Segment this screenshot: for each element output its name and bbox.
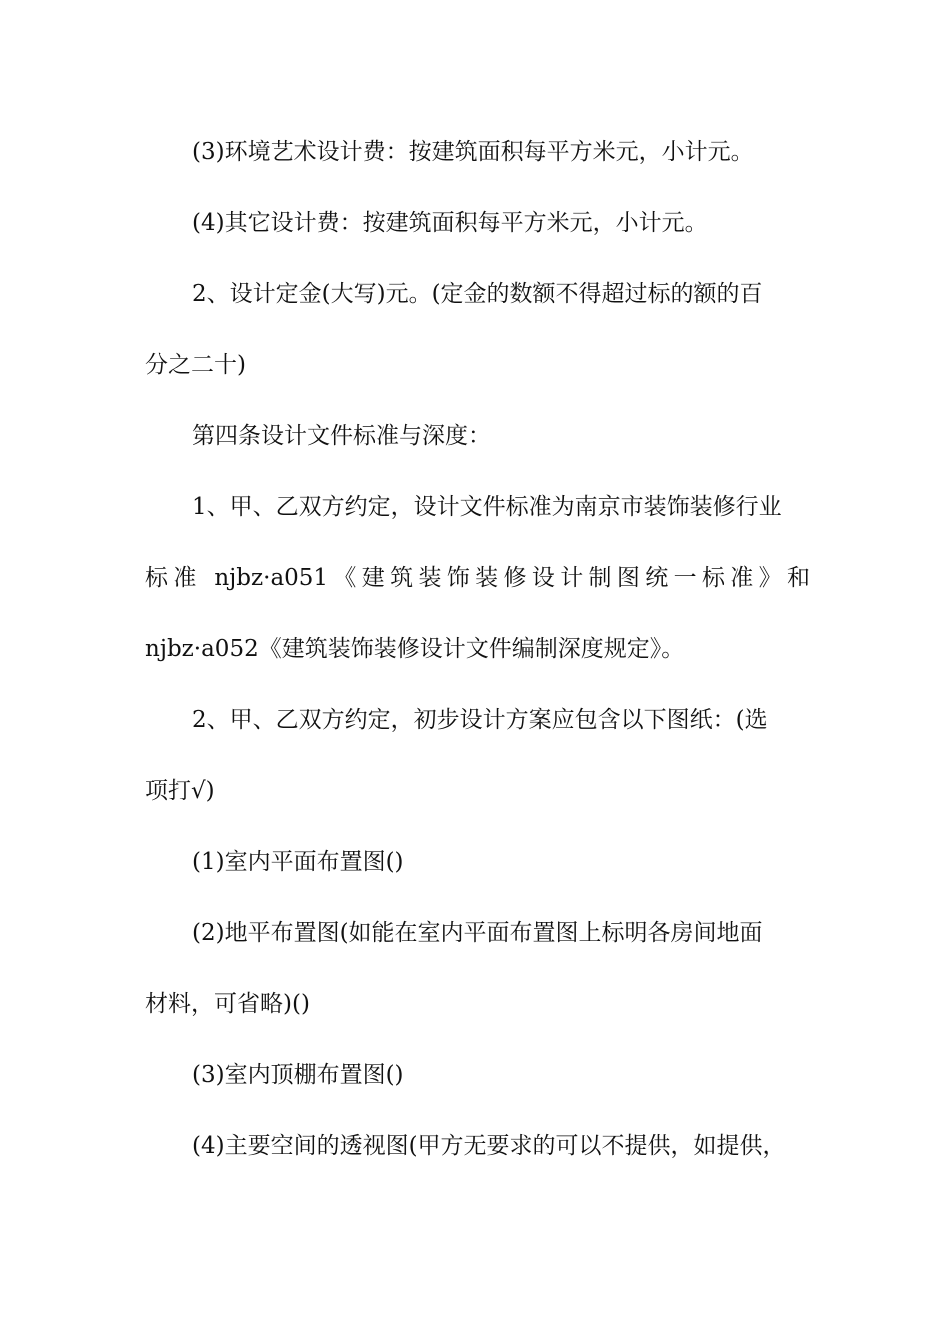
list-item-1: (1)室内平面布置图() xyxy=(192,849,404,875)
section-heading-article-4: 第四条设计文件标准与深度： xyxy=(192,423,491,449)
text-line-8: njbz·a052《建筑装饰装修设计文件编制深度规定》。 xyxy=(145,636,685,662)
text-line-1: (3)环境艺术设计费：按建筑面积每平方米元，小计元。 xyxy=(192,139,754,165)
text-line-10: 项打√) xyxy=(145,778,215,804)
text-line-6: 1、甲、乙双方约定，设计文件标准为南京市装饰装修行业 xyxy=(192,494,782,520)
list-item-2: (2)地平布置图(如能在室内平面布置图上标明各房间地面 xyxy=(192,920,763,946)
list-item-4: (4)主要空间的透视图(甲方无要求的可以不提供，如提供， xyxy=(192,1133,786,1159)
list-item-3: (3)室内顶棚布置图() xyxy=(192,1062,404,1088)
list-item-2-continued: 材料，可省略)() xyxy=(145,991,310,1017)
text-line-7: 标准 njbz·a051《建筑装饰装修设计制图统一标准》和 xyxy=(145,565,810,591)
text-line-9: 2、甲、乙双方约定，初步设计方案应包含以下图纸：(选 xyxy=(192,707,768,733)
document-body xyxy=(145,130,810,1195)
text-line-3: 2、设计定金(大写)元。(定金的数额不得超过标的额的百 xyxy=(192,281,763,307)
text-line-2: (4)其它设计费：按建筑面积每平方米元，小计元。 xyxy=(192,210,708,236)
text-line-4: 分之二十) xyxy=(145,352,246,378)
